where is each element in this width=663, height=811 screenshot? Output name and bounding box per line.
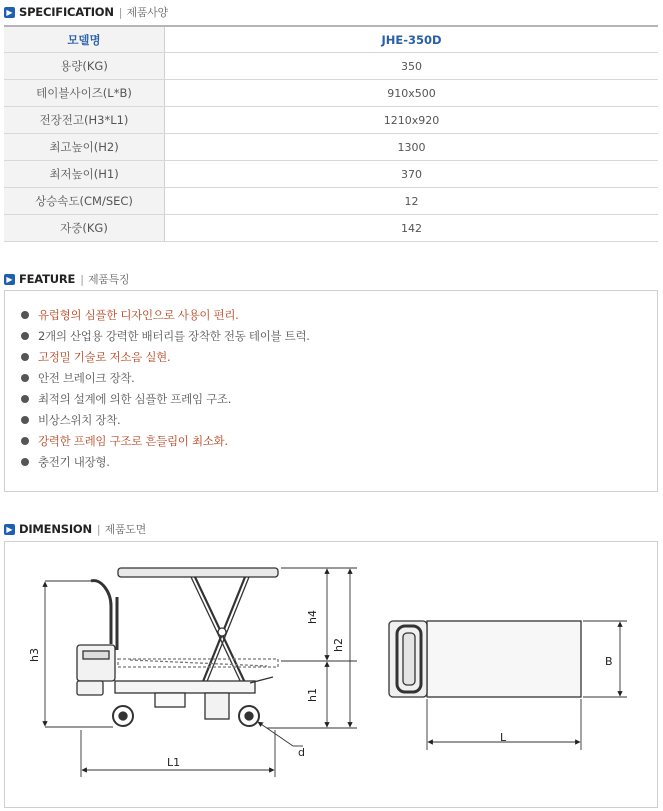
bullet-icon	[21, 458, 29, 466]
b-label: B	[605, 655, 613, 668]
dimension-drawing	[5, 542, 657, 807]
h4-label: h4	[306, 610, 319, 624]
d-label: d	[298, 746, 305, 759]
table-row	[4, 134, 658, 161]
bullet-icon	[21, 353, 29, 361]
heading-separator: |	[118, 5, 123, 19]
heading-separator: |	[80, 272, 84, 286]
row-label: 최고높이(H2)	[4, 134, 165, 161]
specification-title: SPECIFICATION	[19, 5, 114, 19]
side-view	[77, 568, 278, 726]
row-value: 350	[165, 53, 659, 80]
feature-subtitle: 제품특징	[87, 273, 130, 286]
row-value: 12	[165, 188, 659, 215]
arrow-right-icon: ▶	[4, 274, 15, 285]
list-item	[21, 304, 310, 325]
feature-text: 비상스위치 장착.	[38, 412, 121, 427]
arrow-right-icon: ▶	[4, 7, 15, 18]
row-label: 자중(KG)	[4, 215, 165, 242]
specification-table	[4, 25, 658, 242]
bullet-icon	[21, 332, 29, 340]
row-value: 142	[165, 215, 659, 242]
feature-text: 최적의 설계에 의한 심플한 프레임 구조.	[38, 391, 232, 406]
bullet-icon	[21, 374, 29, 382]
l-label: L	[500, 731, 507, 744]
list-item	[21, 325, 310, 346]
list-item	[21, 367, 310, 388]
feature-heading	[4, 271, 129, 287]
list-item	[21, 409, 310, 430]
specification-subtitle: 제품사양	[126, 6, 168, 19]
table-header-row	[4, 26, 658, 53]
table-row	[4, 80, 658, 107]
feature-text: 강력한 프레임 구조로 흔들림이 최소화.	[38, 433, 228, 448]
feature-text: 2개의 산업용 강력한 배터리를 장착한 전동 테이블 트럭.	[38, 328, 310, 343]
feature-box	[4, 290, 658, 492]
row-label: 용량(KG)	[4, 53, 165, 80]
row-label: 전장전고(H3*L1)	[4, 107, 165, 134]
row-label: 테이블사이즈(L*B)	[4, 80, 165, 107]
specification-heading	[4, 4, 168, 20]
arrow-right-icon: ▶	[4, 524, 15, 535]
row-value: 370	[165, 161, 659, 188]
dimension-subtitle: 제품도면	[104, 523, 146, 536]
bullet-icon	[21, 395, 29, 403]
bullet-icon	[21, 311, 29, 319]
model-value: JHE-350D	[165, 26, 659, 53]
dimension-title: DIMENSION	[19, 522, 92, 536]
h3-label: h3	[28, 648, 41, 662]
list-item	[21, 388, 310, 409]
row-value: 1300	[165, 134, 659, 161]
list-item	[21, 451, 310, 472]
table-row	[4, 107, 658, 134]
feature-title: FEATURE	[19, 272, 76, 286]
h1-label: h1	[306, 688, 319, 702]
dimension-box	[4, 541, 658, 808]
table-row	[4, 188, 658, 215]
heading-separator: |	[96, 522, 101, 536]
bullet-icon	[21, 437, 29, 445]
dimension-heading	[4, 521, 146, 537]
feature-text: 안전 브레이크 장착.	[38, 370, 135, 385]
feature-text: 충전기 내장형.	[38, 454, 110, 469]
row-label: 상승속도(CM/SEC)	[4, 188, 165, 215]
table-row	[4, 161, 658, 188]
row-value: 1210x920	[165, 107, 659, 134]
h2-label: h2	[332, 638, 345, 652]
table-row	[4, 215, 658, 242]
bullet-icon	[21, 416, 29, 424]
feature-text: 유럽형의 심플한 디자인으로 사용이 편리.	[38, 307, 239, 322]
feature-list	[21, 304, 310, 472]
model-label: 모델명	[4, 26, 165, 53]
row-label: 최저높이(H1)	[4, 161, 165, 188]
feature-text: 고정밀 기술로 저소음 실현.	[38, 349, 171, 364]
row-value: 910x500	[165, 80, 659, 107]
top-view	[389, 621, 581, 697]
list-item	[21, 346, 310, 367]
table-row	[4, 53, 658, 80]
list-item	[21, 430, 310, 451]
l1-label: L1	[167, 756, 181, 769]
